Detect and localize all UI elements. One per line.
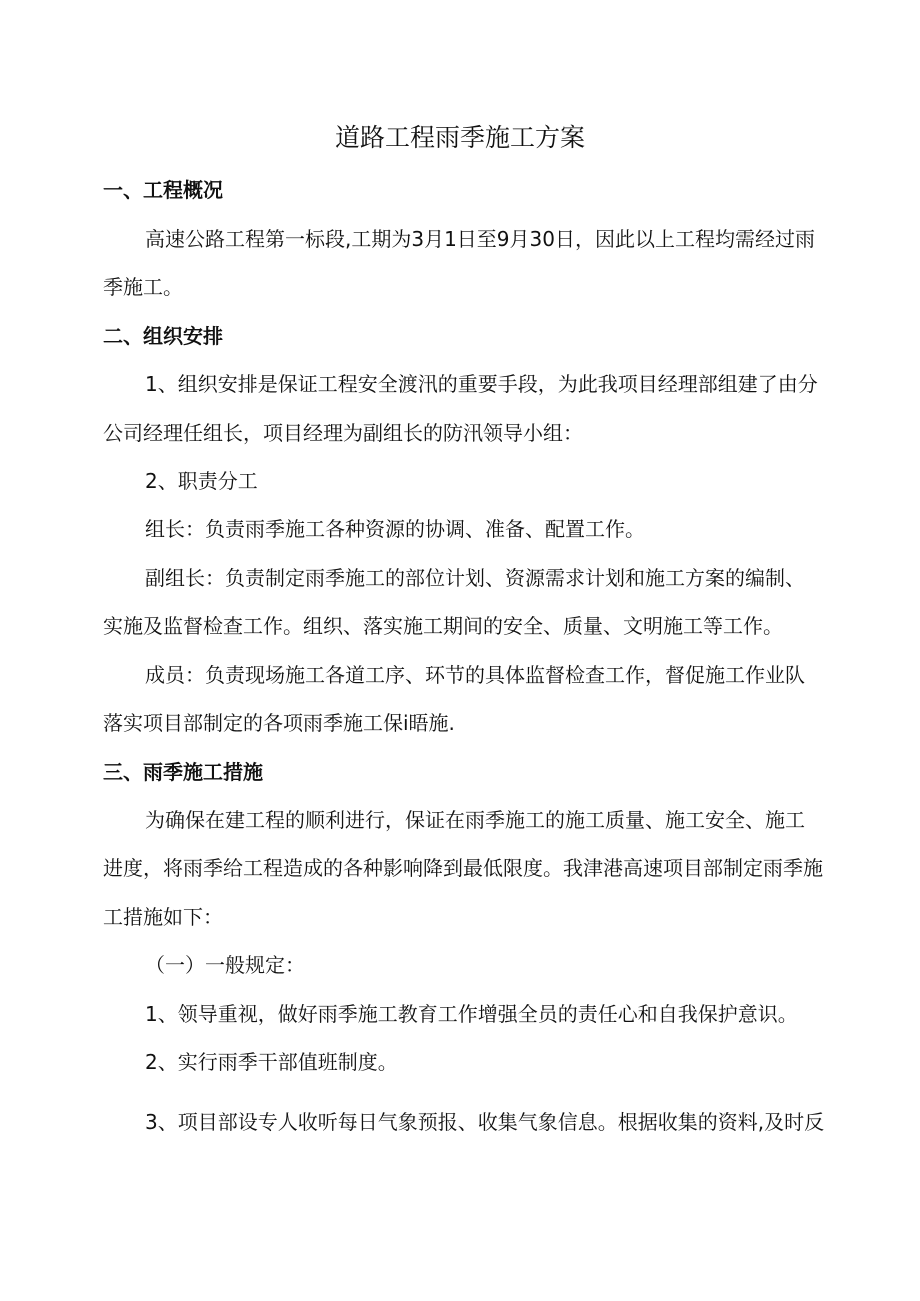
measures-subheading-general: （一）一般规定： (145, 953, 305, 977)
organization-paragraph-deputy-line-1: 副组长：负责制定雨季施工的部位计划、资源需求计划和施工方案的编制、 (145, 566, 805, 590)
measures-item-2: 2、实行雨季干部值班制度。 (145, 1050, 398, 1074)
measures-paragraph-line-1: 为确保在建工程的顺利进行，保证在雨季施工的施工质量、施工安全、施工 (145, 808, 805, 832)
overview-paragraph-line-2: 季施工。 (103, 275, 183, 299)
organization-paragraph-1-line-2: 公司经理任组长，项目经理为副组长的防汛领导小组： (103, 421, 583, 445)
organization-paragraph-2: 2、职责分工 (145, 469, 258, 493)
measures-paragraph-line-2: 进度，将雨季给工程造成的各种影响降到最低限度。我津港高速项目部制定雨季施 (103, 856, 823, 880)
section-heading-overview: 一、工程概况 (103, 178, 223, 202)
organization-paragraph-1-line-1: 1、组织安排是保证工程安全渡汛的重要手段，为此我项目经理部组建了由分 (145, 372, 818, 396)
overview-paragraph-line-1: 高速公路工程第一标段,工期为3月1日至9月30日，因此以上工程均需经过雨 (145, 227, 815, 251)
document-title: 道路工程雨季施工方案 (334, 123, 585, 152)
measures-item-1: 1、领导重视，做好雨季施工教育工作增强全员的责任心和自我保护意识。 (145, 1002, 798, 1026)
organization-paragraph-members-line-1: 成员：负责现场施工各道工序、环节的具体监督检查工作，督促施工作业队 (145, 663, 805, 687)
organization-paragraph-deputy-line-2: 实施及监督检查工作。组织、落实施工期间的安全、质量、文明施工等工作。 (103, 614, 783, 638)
section-heading-measures: 三、雨季施工措施 (103, 760, 263, 784)
organization-paragraph-leader: 组长：负责雨季施工各种资源的协调、准备、配置工作。 (145, 517, 645, 541)
measures-paragraph-line-3: 工措施如下： (103, 905, 223, 929)
measures-item-3: 3、项目部设专人收听每日气象预报、收集气象信息。根据收集的资料,及时反 (145, 1110, 825, 1134)
organization-paragraph-members-line-2: 落实项目部制定的各项雨季施工保i晤施. (103, 711, 455, 735)
section-heading-organization: 二、组织安排 (103, 324, 223, 348)
